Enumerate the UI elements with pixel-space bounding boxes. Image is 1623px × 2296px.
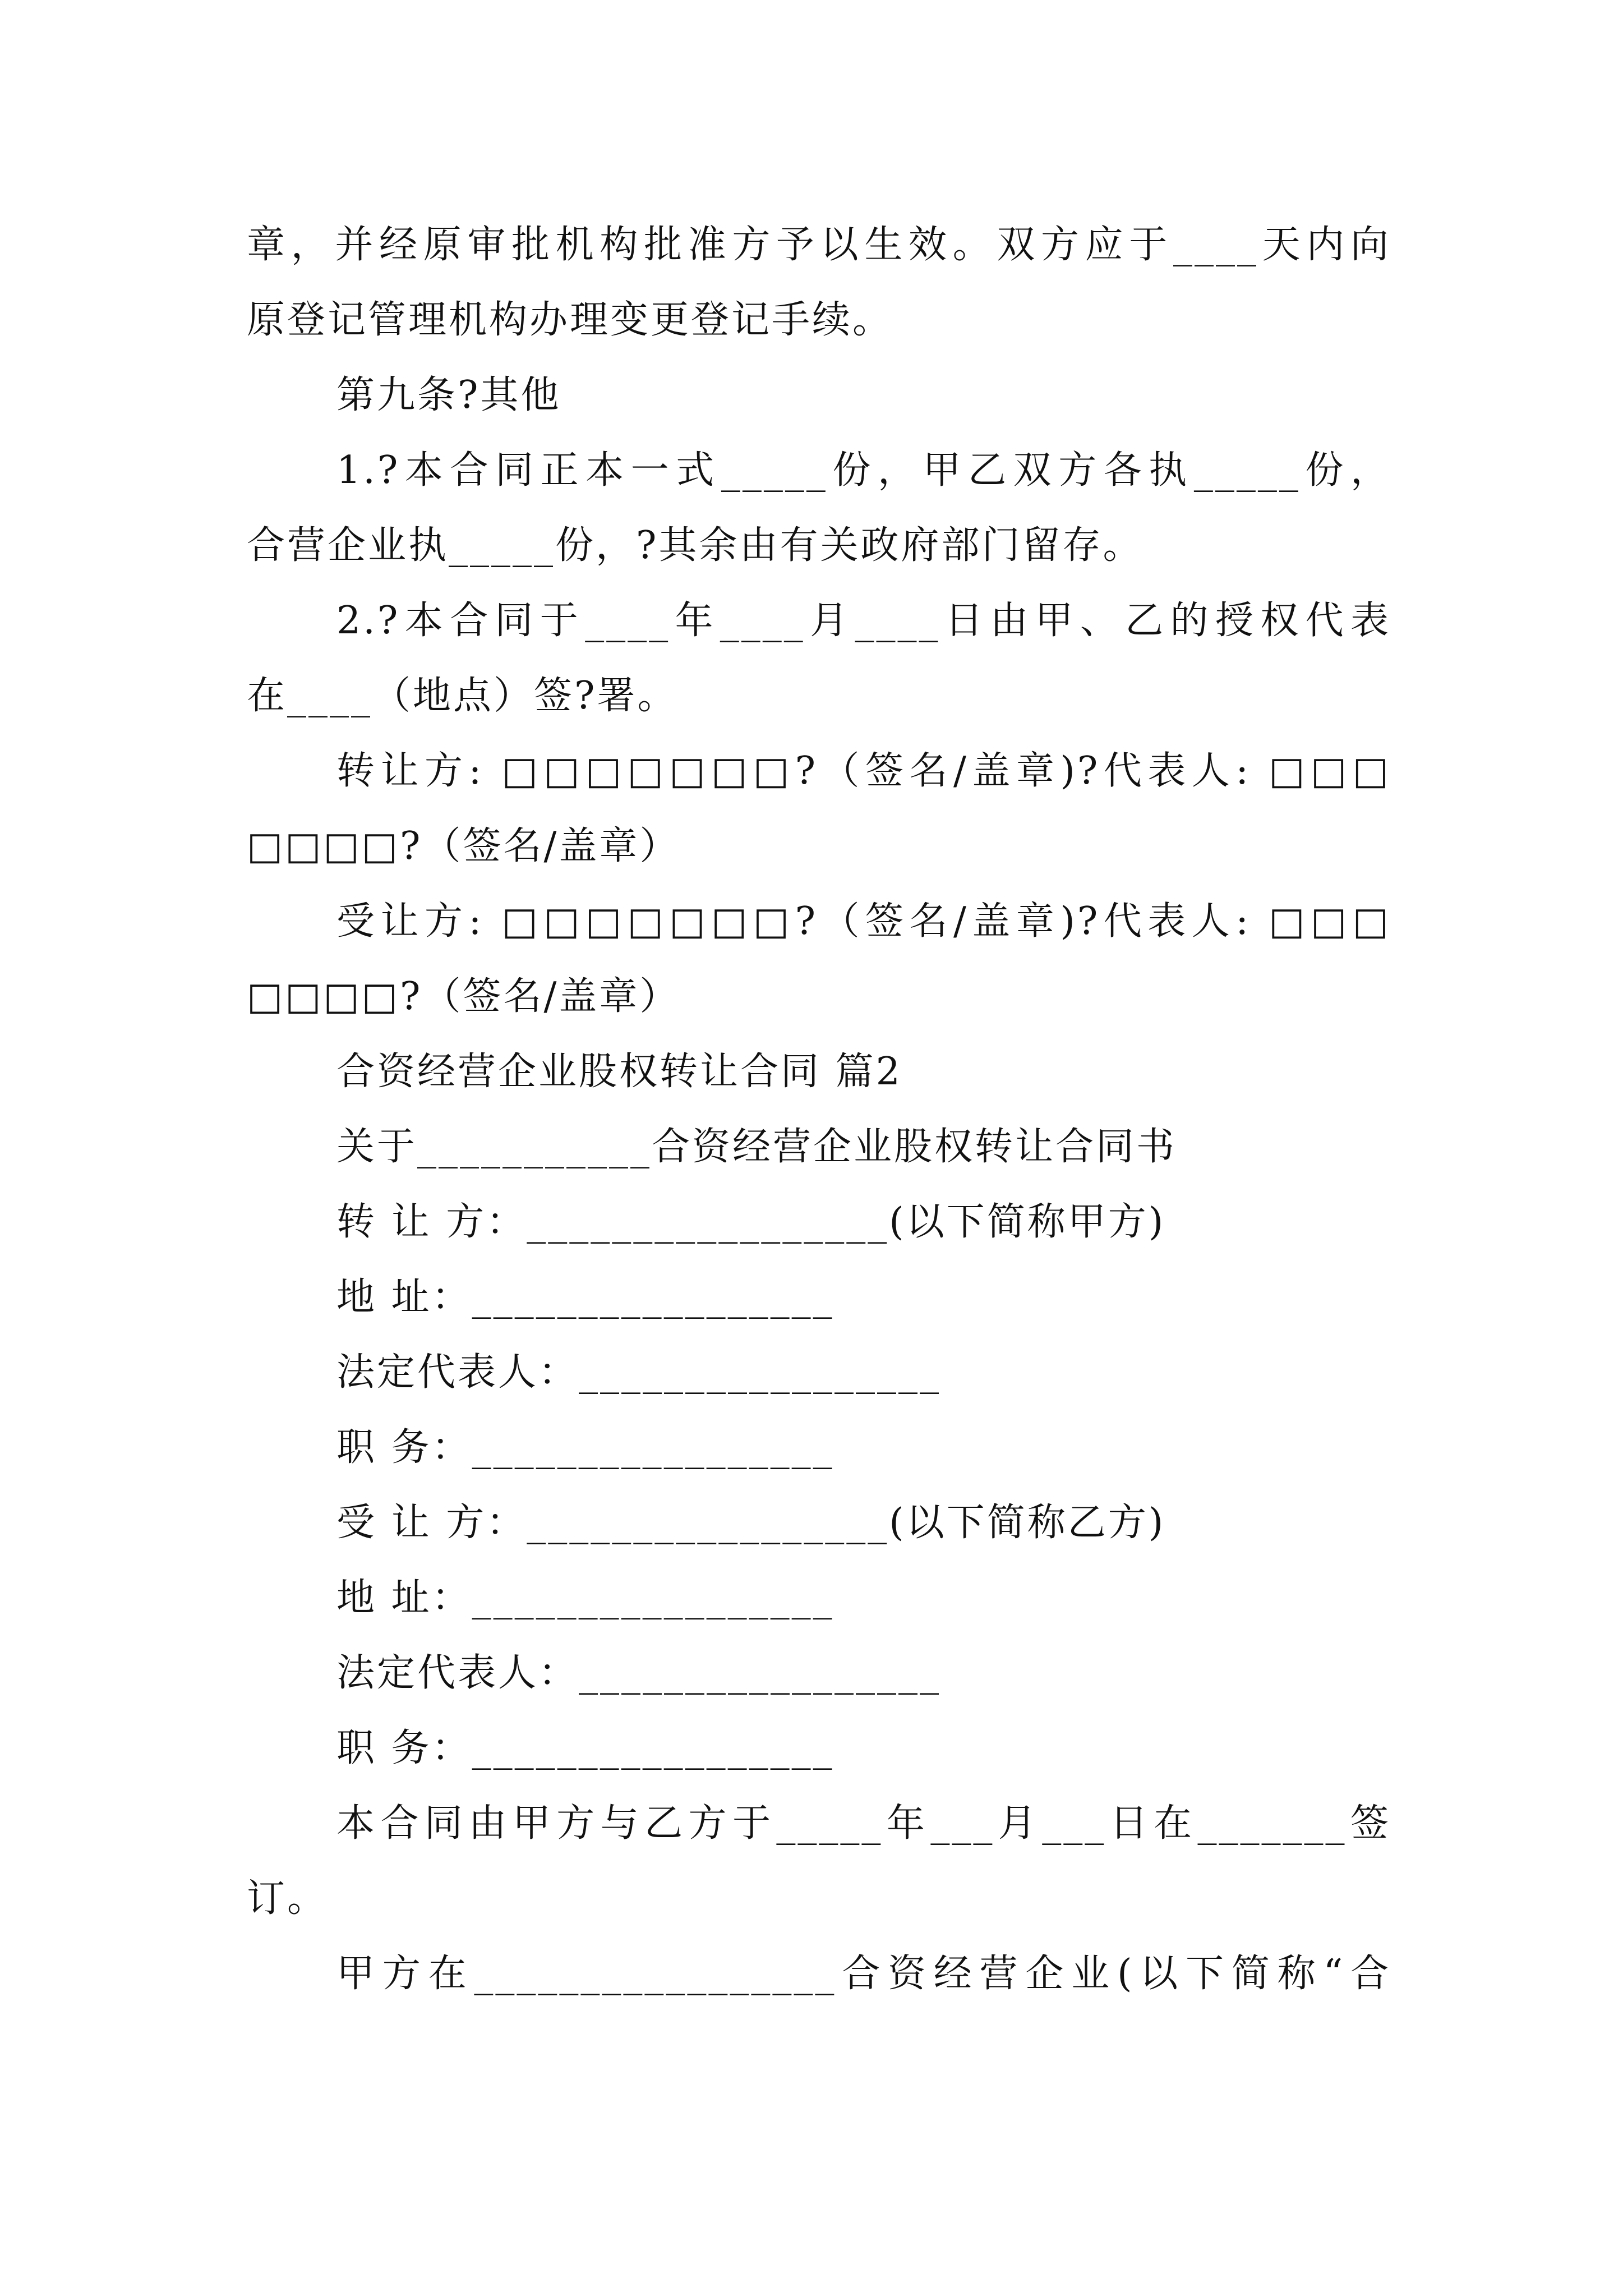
signature-line: □□□□?（签名/盖章） (247, 824, 680, 868)
document-subtitle: 合资经营企业股权转让合同 篇2 (336, 1050, 902, 1094)
text-line: 原登记管理机构办理变更登记手续。 (247, 298, 893, 342)
form-field-line: 职 务：_________________ (336, 1425, 834, 1470)
text-line: 在____（地点）签?署。 (247, 674, 678, 718)
form-field-line: 法定代表人：_________________ (336, 1350, 942, 1395)
text-line: 本合同由甲方与乙方于_____年___月___日在_______签 (336, 1801, 1391, 1846)
signature-line: □□□□?（签名/盖章） (247, 974, 680, 1019)
text-line: 章，并经原审批机构批准方予以生效。双方应于____天内向 (247, 223, 1391, 267)
text-line: 订。 (247, 1876, 328, 1921)
section-heading: 第九条?其他 (336, 373, 561, 417)
signature-line: 转让方: □□□□□□□?（签名/盖章)?代表人: □□□ (336, 749, 1391, 793)
form-field-line: 受 让 方：_________________(以下简称乙方) (336, 1501, 1166, 1545)
form-field-line: 地 址：_________________ (336, 1275, 834, 1319)
text-line: 甲方在_________________合资经营企业(以下简称“合 (336, 1952, 1391, 1996)
form-field-line: 职 务：_________________ (336, 1726, 834, 1770)
text-line: 2.?本合同于____年____月____日由甲、乙的授权代表 (336, 599, 1391, 643)
form-field-line: 法定代表人：_________________ (336, 1651, 942, 1695)
form-field-line: 转 让 方：_________________(以下简称甲方) (336, 1200, 1166, 1244)
text-line: 1.?本合同正本一式_____份，甲乙双方各执_____份， (336, 448, 1391, 493)
signature-line: 受让方: □□□□□□□?（签名/盖章)?代表人: □□□ (336, 899, 1391, 944)
form-field-line: 地 址：_________________ (336, 1576, 834, 1620)
contract-title: 关于___________合资经营企业股权转让合同书 (336, 1125, 1177, 1169)
text-line: 合营企业执_____份，?其余由有关政府部门留存。 (247, 523, 1144, 568)
